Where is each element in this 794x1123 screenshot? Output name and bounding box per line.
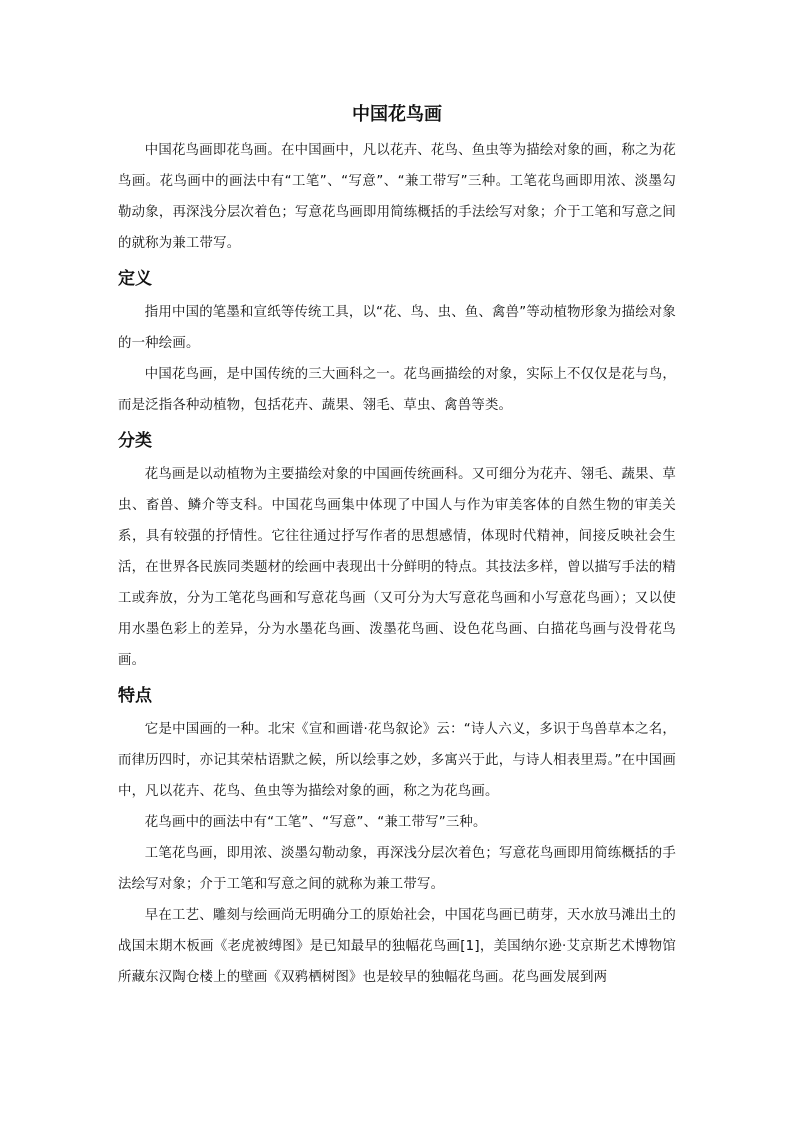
features-paragraph-4: 早在工艺、雕刻与绘画尚无明确分工的原始社会，中国花鸟画已萌芽，天水放马滩出土的战国末期木板画《老虎被缚图》是已知最早的独幅花鸟画[1]，美国纳尔逊·艾京斯艺术博物馆所藏东汉陶仓楼上的壁画《双鸦栖树图》也是较早的独幅花鸟画。花鸟画发展到两 bbox=[118, 908, 676, 985]
definition-paragraph-2: 中国花鸟画，是中国传统的三大画科之一。花鸟画描绘的对象，实际上不仅仅是花与鸟，而是泛指各种动植物，包括花卉、蔬果、翎毛、草虫、禽兽等类。 bbox=[118, 367, 676, 413]
classification-paragraph-1: 花鸟画是以动植物为主要描绘对象的中国画传统画科。又可细分为花卉、翎毛、蔬果、草虫、畜兽、鳞介等支科。中国花鸟画集中体现了中国人与作为审美客体的自然生物的审美关系，具有较强的抒情性。它往往通过抒写作者的思想感情，体现时代精神，间接反映社会生活，在世界各民族同类题材的绘画中表现出十分鲜明的特点。其技法多样，曾以描写手法的精工或奔放，分为工笔花鸟画和写意花鸟画（又可分为大写意花鸟画和小写意花鸟画）；又以使用水墨色彩上的差异，分为水墨花鸟画、泼墨花鸟画、设色花鸟画、白描花鸟画与没骨花鸟画。 bbox=[118, 467, 676, 668]
intro-paragraph: 中国花鸟画即花鸟画。在中国画中，凡以花卉、花鸟、鱼虫等为描绘对象的画，称之为花鸟画。花鸟画中的画法中有“工笔”、“写意”、“兼工带写”三种。工笔花鸟画即用浓、淡墨勾勒动象，再深浅分层次着色；写意花鸟画即用简练概括的手法绘写对象；介于工笔和写意之间的就称为兼工带写。 bbox=[118, 143, 676, 251]
features-paragraph-2: 花鸟画中的画法中有“工笔”、“写意”、“兼工带写”三种。 bbox=[144, 815, 487, 830]
document-body bbox=[118, 102, 676, 993]
section-heading-definition: 定义 bbox=[118, 269, 152, 289]
section-heading-features: 特点 bbox=[118, 686, 152, 706]
document-title: 中国花鸟画 bbox=[352, 104, 442, 125]
features-paragraph-1: 它是中国画的一种。北宋《宣和画谱·花鸟叙论》云：“诗人六义，多识于鸟兽草本之名，而律历四时，亦记其荣枯语默之候，所以绘事之妙，多寓兴于此，与诗人相表里焉。”在中国画中，凡以花卉、花鸟、鱼虫等为描绘对象的画，称之为花鸟画。 bbox=[118, 722, 676, 799]
features-paragraph-3: 工笔花鸟画，即用浓、淡墨勾勒动象，再深浅分层次着色；写意花鸟画即用简练概括的手法绘写对象；介于工笔和写意之间的就称为兼工带写。 bbox=[118, 846, 676, 892]
definition-paragraph-1: 指用中国的笔墨和宣纸等传统工具，以“花、鸟、虫、鱼、禽兽”等动植物形象为描绘对象的一种绘画。 bbox=[118, 305, 676, 351]
section-heading-classification: 分类 bbox=[118, 431, 152, 451]
